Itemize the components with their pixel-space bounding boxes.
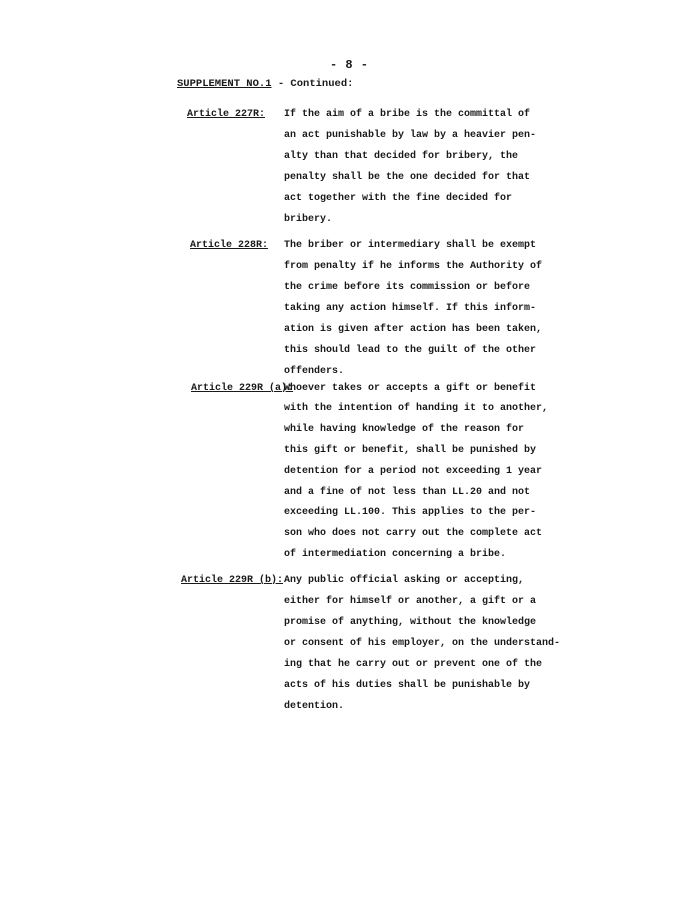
text-line: If the aim of a bribe is the committal of [284, 109, 531, 120]
text-line: detention for a period not exceeding 1 year [284, 466, 543, 477]
text-line: ing that he carry out or prevent one of the [284, 659, 543, 670]
text-line: penalty shall be the one decided for that [284, 172, 531, 183]
text-line: of intermediation concerning a bribe. [284, 549, 507, 560]
text-line: Any public official asking or accepting, [284, 575, 525, 586]
text-line: the crime before its commission or before [284, 282, 531, 293]
text-line: this should lead to the guilt of the other [284, 345, 537, 356]
text-line: while having knowledge of the reason for [284, 424, 525, 435]
text-line: an act punishable by law by a heavier pen- [284, 130, 537, 141]
article-label: Article 229R (a): [191, 383, 294, 394]
text-line: bribery. [284, 214, 333, 225]
text-line: exceeding LL.100. This applies to the per- [284, 507, 537, 518]
text-line: detention. [284, 701, 345, 712]
text-line: offenders. [284, 366, 345, 377]
article-label: Article 227R: [187, 109, 266, 120]
article-label: Article 228R: [190, 240, 269, 251]
text-line: either for himself or another, a gift or a [284, 596, 537, 607]
text-line: acts of his duties shall be punishable by [284, 680, 531, 691]
supplement-heading [177, 78, 353, 90]
page-number: - 8 - [330, 58, 369, 72]
text-line: ation is given after action has been taken, [284, 324, 543, 335]
text-line: son who does not carry out the complete act [284, 528, 543, 539]
article-label: Article 229R (b): [181, 575, 284, 586]
text-line: this gift or benefit, shall be punished by [284, 445, 537, 456]
text-line: or consent of his employer, on the understand- [284, 638, 561, 649]
text-line: The briber or intermediary shall be exempt [284, 240, 537, 251]
supplement-suffix: - Continued: [271, 78, 354, 90]
text-line: promise of anything, without the knowledge [284, 617, 537, 628]
text-line: from penalty if he informs the Authority of [284, 261, 543, 272]
text-line: Whoever takes or accepts a gift or benefit [284, 383, 537, 394]
supplement-label: SUPPLEMENT NO.1 [177, 78, 272, 90]
text-line: with the intention of handing it to another, [284, 403, 549, 414]
text-line: taking any action himself. If this inform- [284, 303, 537, 314]
text-line: act together with the fine decided for [284, 193, 513, 204]
text-line: alty than that decided for bribery, the [284, 151, 519, 162]
text-line: and a fine of not less than LL.20 and not [284, 487, 531, 498]
